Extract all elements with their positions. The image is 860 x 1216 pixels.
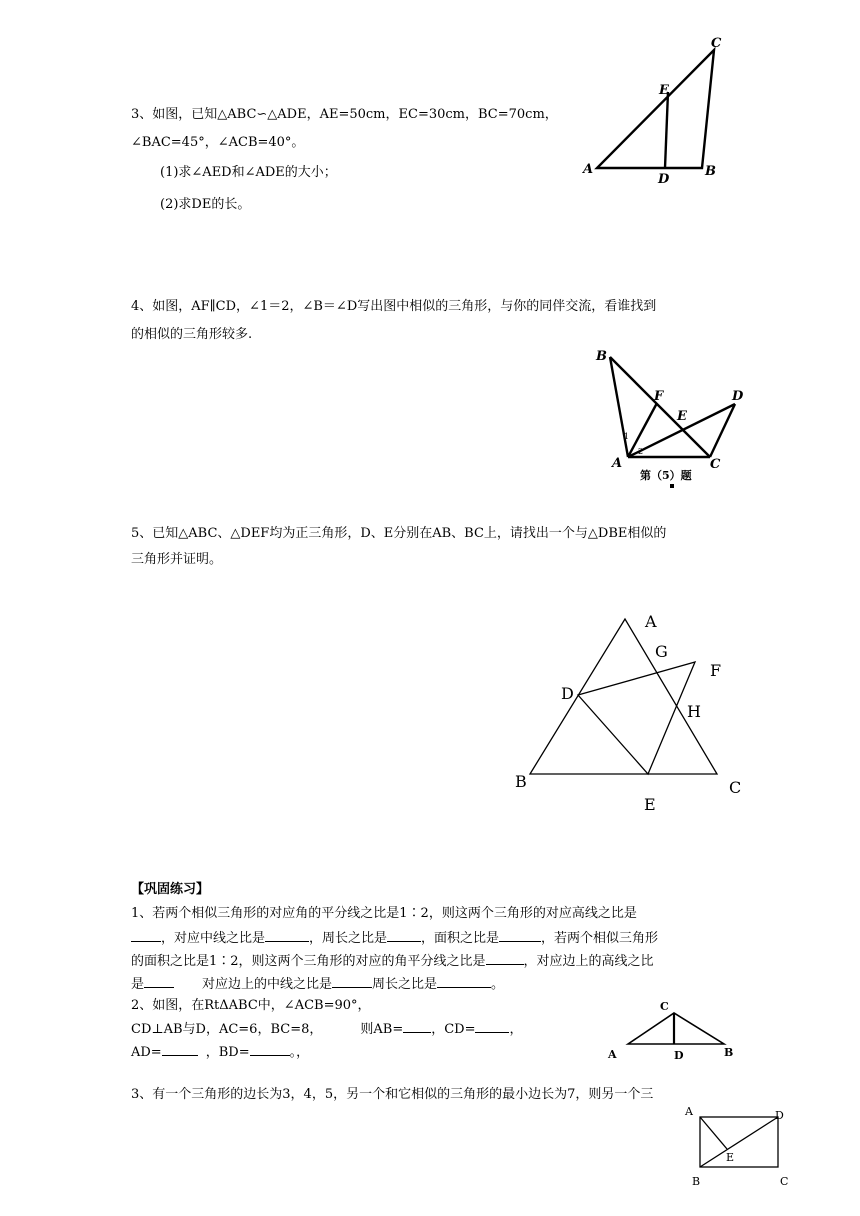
practice-q2-line-3	[131, 1042, 309, 1063]
practice-q3-label-d: D	[775, 1109, 784, 1122]
text-span: ，若两个相似三角形	[541, 931, 659, 946]
answer-blank[interactable]	[332, 974, 372, 988]
practice-q2-label-d: D	[674, 1049, 684, 1062]
text-span: 则AB=	[360, 1022, 404, 1037]
q3-label-b: B	[705, 164, 716, 179]
text-span: ，BD=	[205, 1045, 250, 1060]
text-span: ，	[509, 1022, 523, 1037]
text-span: 对应边上的中线之比是	[202, 977, 333, 992]
q3-figure	[580, 30, 740, 190]
text-span: 周长之比是	[372, 977, 438, 992]
q4-segment-cd	[710, 404, 735, 457]
q5-label-h: H	[687, 702, 701, 721]
q5-label-a: A	[645, 612, 657, 631]
practice-q1-line-4	[131, 974, 504, 995]
practice-q3-label-b: B	[692, 1175, 701, 1188]
q3-segment-de	[665, 92, 668, 168]
q4-figure	[590, 340, 750, 490]
practice-q3-label-e: E	[726, 1151, 735, 1164]
answer-blank[interactable]	[403, 1019, 431, 1033]
text-span: CD⊥AB与D，AC=6，BC=8，	[131, 1022, 323, 1037]
practice-heading: 【巩固练习】	[131, 882, 210, 897]
practice-q3-diagonal-bd	[700, 1117, 778, 1167]
q4-label-c: C	[710, 457, 721, 472]
answer-blank[interactable]	[499, 928, 541, 942]
practice-q2-triangle	[628, 1013, 724, 1044]
text-span: 。，	[289, 1045, 310, 1060]
practice-q3-figure	[680, 1100, 800, 1200]
q5-label-c: C	[729, 778, 742, 797]
q4-label-e: E	[677, 409, 687, 424]
q5-label-b: B	[515, 772, 527, 791]
q3-line-2: ∠BAC=45°，∠ACB=40°。	[131, 135, 305, 150]
q4-angle-1: 1	[624, 432, 630, 441]
q5-line-2: 三角形并证明。	[131, 552, 223, 567]
q3-label-a: A	[583, 162, 594, 177]
q5-label-g: G	[655, 642, 668, 661]
q3-label-c: C	[711, 36, 722, 51]
q3-line-1: 3、如图，已知△ABC∽△ADE，AE=50cm，EC=30cm，BC=70cm，	[131, 107, 558, 122]
answer-blank[interactable]	[144, 974, 174, 988]
practice-q1-line-3	[131, 951, 654, 972]
q4-line-1: 4、如图，AF∥CD，∠1＝2，∠B＝∠D写出图中相似的三角形，与你的同伴交流，看谁找到	[131, 299, 657, 314]
text-span: ，周长之比是	[309, 931, 388, 946]
practice-q1-line-1: 1、若两个相似三角形的对应角的平分线之比是1∶2，则这两个三角形的对应高线之比是	[131, 906, 637, 921]
text-span: 的面积之比是1∶2，则这两个三角形的对应的角平分线之比是	[131, 954, 486, 969]
answer-blank[interactable]	[475, 1019, 509, 1033]
q5-figure	[505, 605, 755, 815]
q4-label-b: B	[596, 349, 607, 364]
practice-q2-line-1: 2、如图，在RtΔABC中，∠ACB=90°，	[131, 998, 371, 1013]
q5-triangle-abc	[530, 619, 717, 774]
q4-dot	[670, 484, 674, 488]
q5-line-1: 5、已知△ABC、△DEF均为正三角形，D、E分别在AB、BC上，请找出一个与△DBE相似的	[131, 526, 667, 541]
practice-q2-label-b: B	[724, 1046, 734, 1059]
answer-blank[interactable]	[162, 1042, 198, 1056]
practice-q1-line-2	[131, 928, 658, 949]
practice-q3-line-1: 3、有一个三角形的边长为3，4，5，另一个和它相似的三角形的最小边长为7，则另一个三	[131, 1087, 654, 1102]
q4-label-a: A	[612, 456, 623, 471]
q4-caption: 第（5）题	[640, 469, 692, 482]
practice-q3-label-c: C	[780, 1175, 789, 1188]
q3-sub-question-1: (1)求∠AED和∠ADE的大小；	[160, 165, 337, 180]
q4-line-2: 的相似的三角形较多.	[131, 327, 253, 342]
q5-triangle-def	[578, 662, 695, 774]
answer-blank[interactable]	[265, 928, 309, 942]
answer-blank[interactable]	[131, 928, 161, 942]
q5-label-f: F	[710, 661, 722, 680]
q3-triangle-abc	[597, 50, 714, 168]
text-span: ，对应中线之比是	[161, 931, 266, 946]
text-span: AD=	[131, 1045, 162, 1060]
q3-sub-question-2: (2)求DE的长。	[160, 197, 251, 212]
text-span: 。	[491, 977, 505, 992]
q3-label-e: E	[659, 83, 669, 98]
practice-q2-figure	[600, 1000, 750, 1066]
practice-q2-label-a: A	[608, 1048, 617, 1061]
q5-label-e: E	[644, 795, 656, 814]
practice-q2-line-2	[131, 1019, 523, 1040]
practice-q2-label-c: C	[660, 1000, 669, 1013]
answer-blank[interactable]	[437, 974, 491, 988]
q4-label-d: D	[732, 389, 744, 404]
q4-angle-2: 2	[638, 447, 644, 456]
q3-label-d: D	[658, 172, 670, 187]
practice-q3-segment-ae	[700, 1117, 727, 1149]
q4-label-f: F	[654, 389, 664, 404]
answer-blank[interactable]	[250, 1042, 290, 1056]
answer-blank[interactable]	[486, 951, 524, 965]
text-span: ，面积之比是	[421, 931, 500, 946]
answer-blank[interactable]	[387, 928, 421, 942]
q5-label-d: D	[561, 684, 574, 703]
practice-q3-label-a: A	[685, 1105, 693, 1118]
text-span: 是	[131, 977, 145, 992]
text-span: ，CD=	[431, 1022, 476, 1037]
text-span: ，对应边上的高线之比	[523, 954, 654, 969]
